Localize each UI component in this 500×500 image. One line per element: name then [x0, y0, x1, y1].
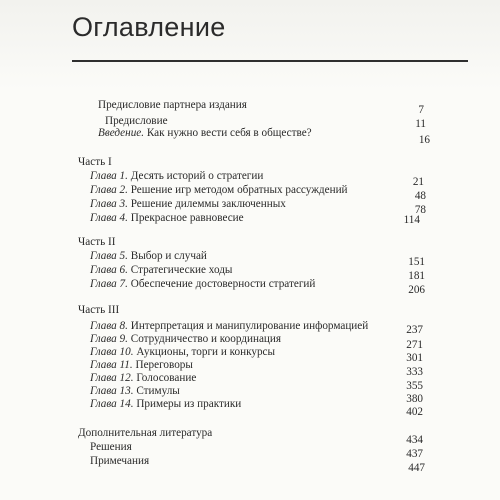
toc-entry-text: Решение игр методом обратных рассуждений	[127, 184, 348, 196]
toc-page-number: 181	[408, 270, 425, 282]
toc-entry-text: Примеры из практики	[133, 398, 242, 410]
toc-entry-further-reading	[78, 427, 212, 440]
toc-entry-text: Решения	[90, 441, 132, 453]
toc-page-number: 7	[418, 104, 424, 116]
toc-entry-label: Глава 6.	[90, 264, 128, 276]
toc-chapter-entry	[90, 320, 368, 333]
toc-entry-text: Обеспечение достоверности стратегий	[127, 278, 316, 290]
toc-entry-label: Глава 13.	[90, 385, 134, 397]
toc-page-number: 78	[414, 204, 426, 216]
toc-chapter-entry	[90, 398, 241, 411]
page-title: Оглавление	[72, 12, 226, 42]
toc-entry-foreword-partner	[98, 99, 247, 112]
toc-entry-text: Стратегические ходы	[127, 264, 233, 276]
toc-chapter-entry	[90, 198, 286, 211]
toc-part-heading: Часть I	[78, 156, 112, 168]
toc-page-number: 206	[408, 284, 425, 296]
toc-part-heading: Часть II	[78, 236, 116, 248]
toc-chapter-entry	[90, 346, 275, 359]
toc-part-heading: Часть III	[78, 304, 120, 316]
toc-page-number: 237	[406, 324, 423, 336]
toc-entry-text: Голосование	[133, 372, 197, 384]
toc-entry-notes	[90, 455, 149, 468]
toc-entry-label: Глава 11.	[90, 359, 133, 371]
toc-chapter-entry	[90, 170, 263, 183]
toc-page-number: 402	[406, 406, 423, 418]
toc-entry-label: Глава 10.	[90, 346, 134, 358]
toc-entry-label: Глава 4.	[90, 212, 128, 224]
toc-entry-label: Глава 7.	[90, 278, 128, 290]
toc-page-number: 437	[406, 448, 423, 460]
toc-page-number: 380	[406, 393, 423, 405]
toc-entry-label: Глава 5.	[90, 250, 128, 262]
toc-entry-text: Как нужно вести себя в обществе?	[144, 127, 312, 139]
toc-chapter-entry	[90, 212, 244, 225]
toc-page-number: 333	[406, 366, 423, 378]
toc-entry-label: Введение.	[98, 127, 145, 139]
toc-page-number: 151	[408, 256, 425, 268]
toc-chapter-entry	[90, 372, 196, 385]
toc-chapter-entry	[90, 333, 281, 346]
toc-page-number: 447	[408, 462, 425, 474]
toc-entry-label: Глава 1.	[90, 170, 128, 182]
toc-entry-label: Глава 9.	[90, 333, 128, 345]
toc-entry-text: Стимулы	[133, 385, 180, 397]
toc-chapter-entry	[90, 264, 232, 277]
toc-page-number: 355	[406, 380, 423, 392]
toc-page-number: 301	[406, 352, 423, 364]
toc-entry-text: Предисловие	[105, 115, 168, 127]
toc-page-number: 271	[406, 339, 423, 351]
toc-page-number: 21	[412, 176, 424, 188]
toc-entry-label: Глава 8.	[90, 320, 128, 332]
toc-entry-text: Аукционы, торги и конкурсы	[133, 346, 276, 358]
toc-entry-text: Прекрасное равновесие	[127, 212, 244, 224]
toc-entry-text: Переговоры	[132, 359, 193, 371]
toc-entry-text: Интерпретация и манипулирование информацией	[127, 320, 369, 332]
toc-entry-text: Десять историй о стратегии	[127, 170, 264, 182]
toc-page-number: 114	[403, 214, 420, 226]
toc-entry-text: Решение дилеммы заключенных	[127, 198, 286, 210]
toc-entry-text: Предисловие партнера издания	[98, 99, 247, 111]
toc-entry-label: Глава 14.	[90, 398, 134, 410]
toc-page-number: 16	[418, 134, 430, 146]
toc-page-number: 48	[414, 190, 426, 202]
toc-chapter-entry	[90, 278, 315, 291]
toc-page-number: 434	[406, 434, 423, 446]
toc-entry-introduction	[98, 127, 312, 140]
toc-chapter-entry	[90, 359, 193, 372]
toc-chapter-entry	[90, 250, 207, 263]
toc-entry-text: Сотрудничество и координация	[127, 333, 282, 345]
toc-page-number: 11	[415, 118, 426, 130]
toc-chapter-entry	[90, 385, 180, 398]
toc-entry-text: Выбор и случай	[127, 250, 207, 262]
toc-entry-text: Примечания	[90, 455, 150, 467]
toc-chapter-entry	[90, 184, 348, 197]
toc-entry-label: Глава 2.	[90, 184, 128, 196]
toc-entry-solutions	[90, 441, 132, 454]
toc-entry-text: Дополнительная литература	[78, 427, 213, 439]
toc-entry-label: Глава 3.	[90, 198, 128, 210]
toc-entry-label: Глава 12.	[90, 372, 134, 384]
